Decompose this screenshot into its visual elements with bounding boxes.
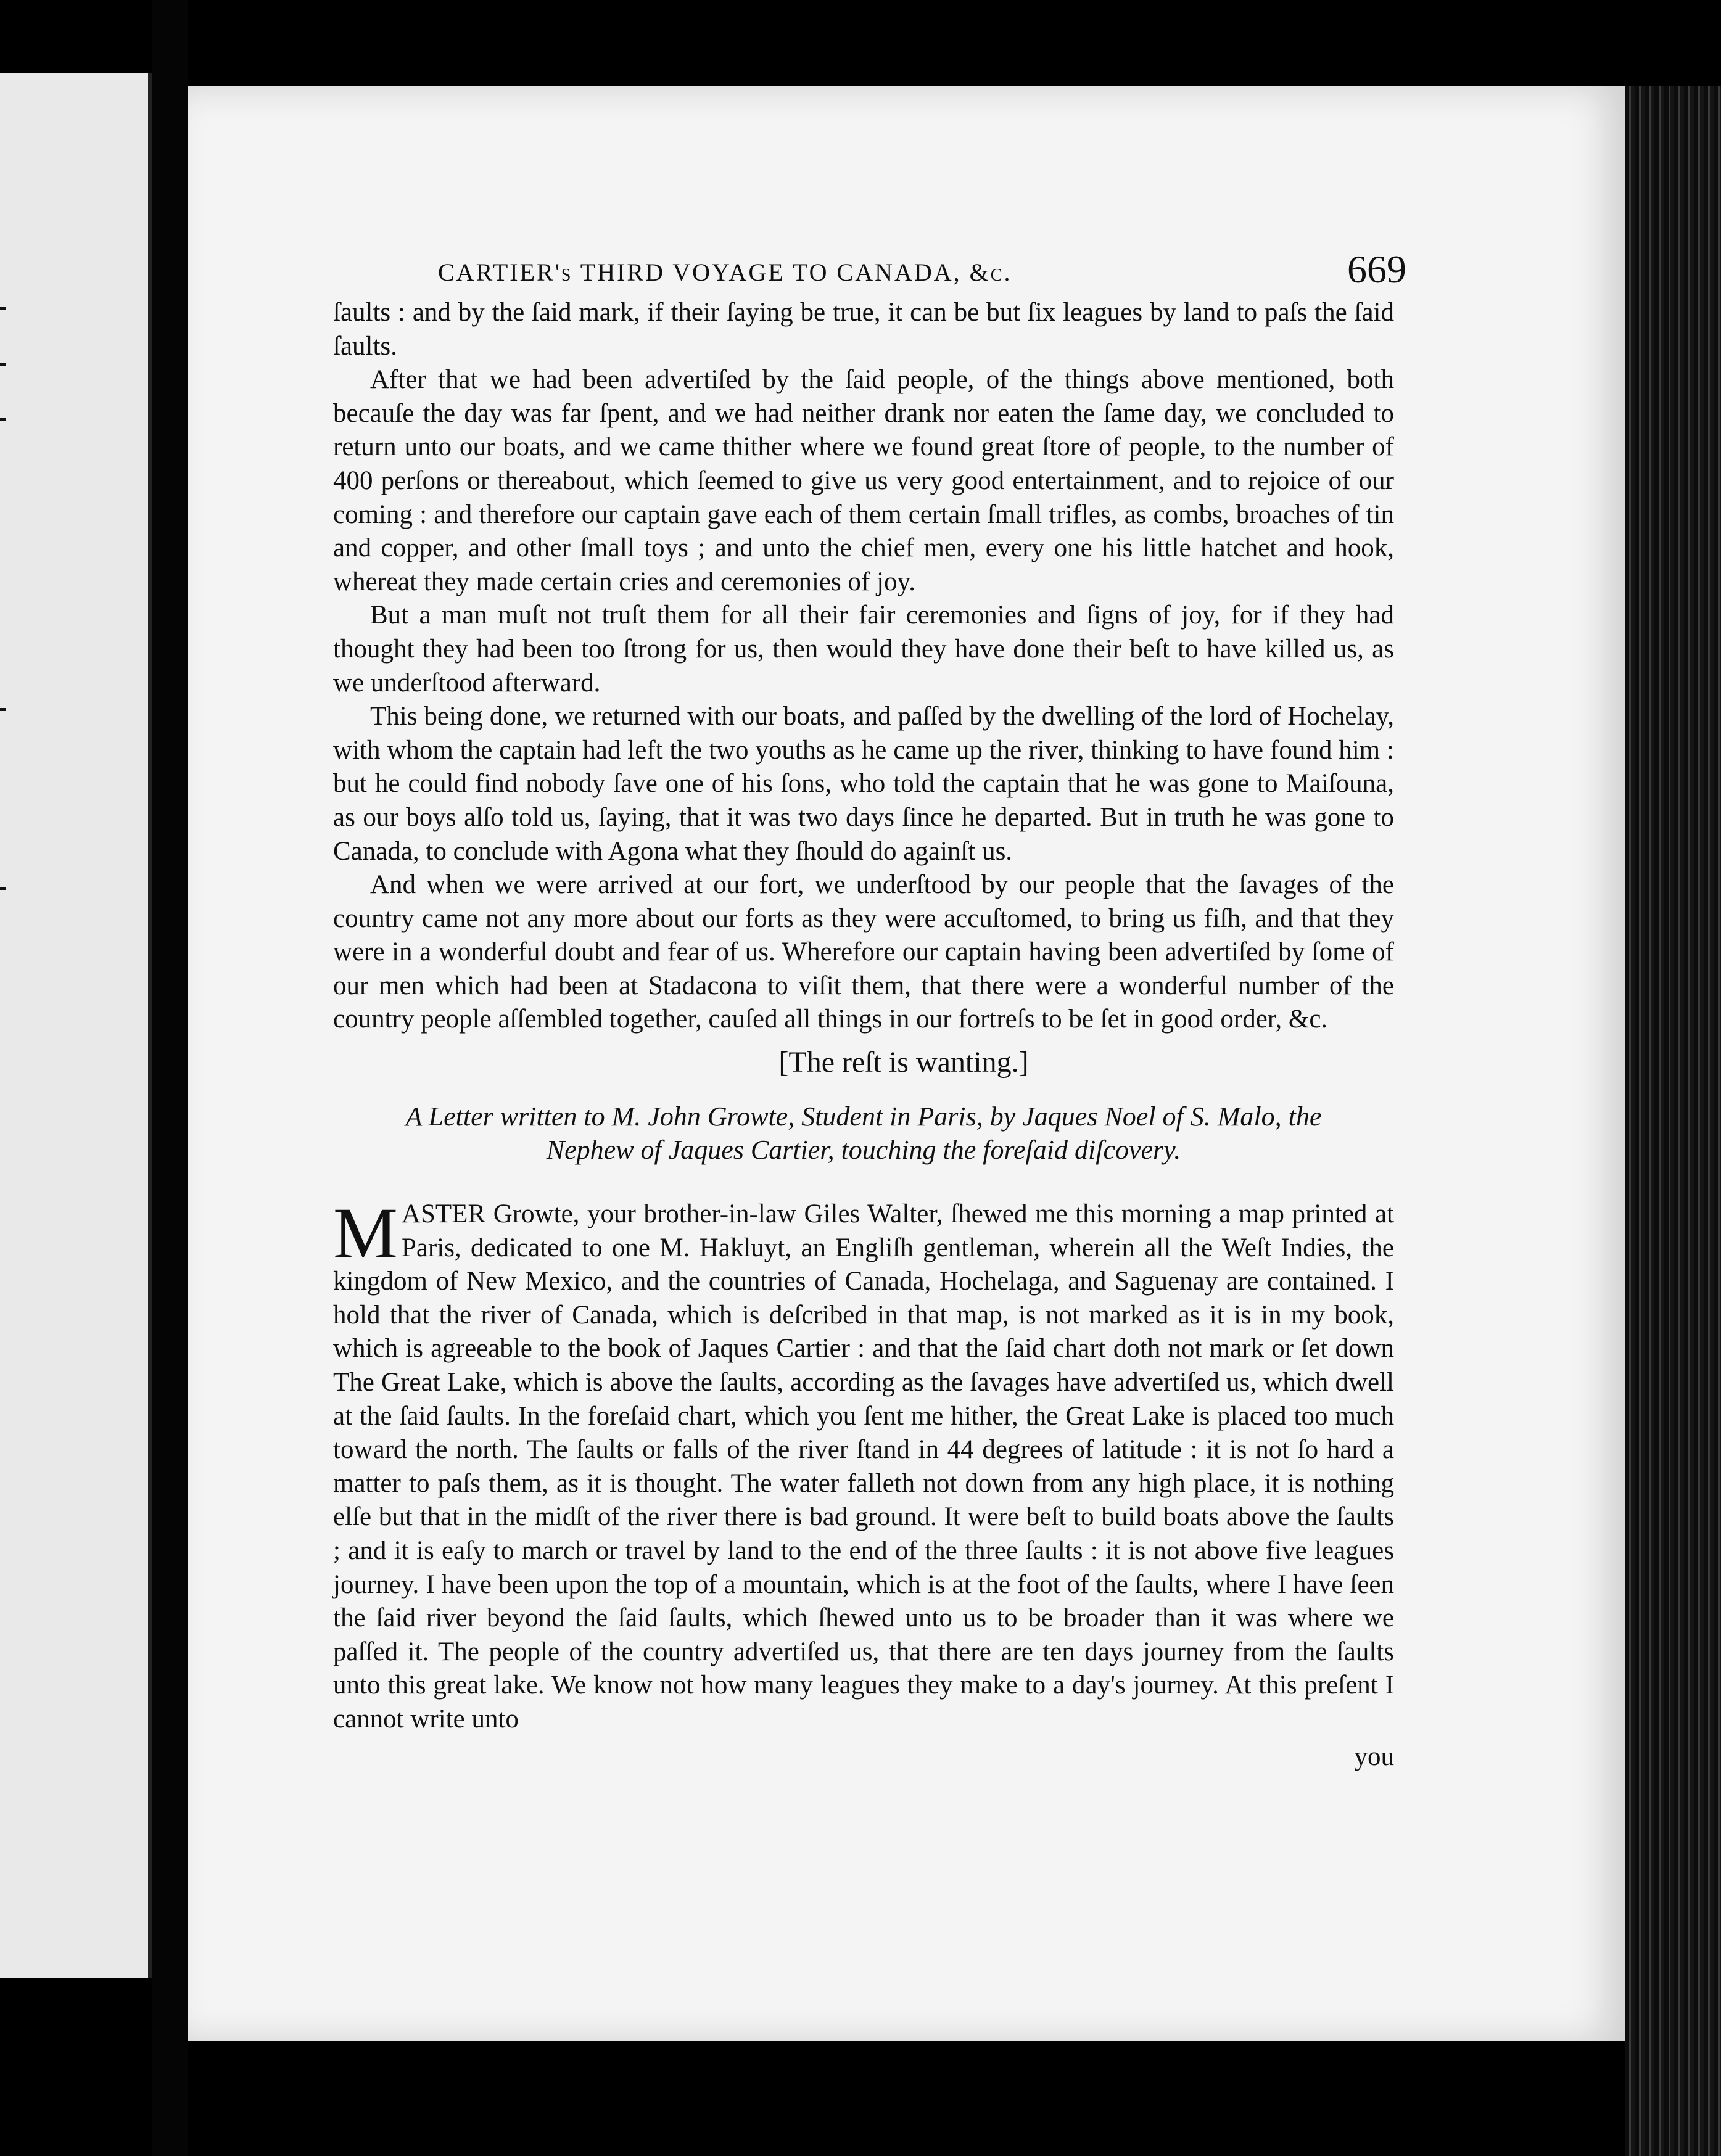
facing-page-mark [0,887,6,890]
letter-heading-line: Nephew of Jaques Cartier, touching the foreſaid diſcovery. [546,1135,1181,1166]
paragraph: ſaults : and by the ſaid mark, if their ſaying be true, it can be but ſix leagues by land to paſs the ſaid ſaults. [333,298,1394,361]
facing-page-mark [0,363,6,366]
paragraph: But a man muſt not truſt them for all their fair ceremonies and ſigns of joy, for if they had thought they had been too ſtrong for us, then would they have done their beſt to have killed us, as we underſtood afterward. [333,601,1394,697]
facing-page-mark [0,708,6,711]
wanting-note: [The reſt is wanting.] [778,1046,1029,1079]
letter-heading [333,1100,1394,1167]
facing-page-mark [0,418,6,421]
letter-paragraph [333,1193,1394,1737]
page-content [333,241,1406,1774]
drop-cap: M [333,1193,398,1274]
page-edges [1625,86,1721,2156]
facing-page-mark [0,307,6,310]
book-page [188,86,1625,2041]
paragraph: After that we had been advertiſed by the ſaid people, of the things above mentioned, both becauſe the day was far ſpent, and we had neither drank nor eaten the ſame day, we concluded to return unto our boats, and we came thither where we found great ſtore of people, to the number of 400 perſons or thereabout, which ſeemed to give us very good entertainment, and to rejoice of our coming : and therefore our captain gave each of them certain ſmall trifles, as combs, broaches of tin and copper, and other ſmall toys ; and unto the chief men, every one his little hatchet and hook, whereat they made certain cries and ceremonies of joy. [333,365,1394,596]
letter-body: ASTER Growte, your brother-in-law Giles Walter, ſhewed me this morning a map printed at Paris, dedicated to one M. Hakluyt, an Engliſh gentleman, wherein all the Weſt Indies, the kingdom of New Mexico, and the countries of Canada, Hochelaga, and Saguenay are contained. I hold that the river of Canada, which is deſcribed in that map, is not marked as it is in my book, which is agreeable to the book of Jaques Cartier : and that the ſaid chart doth not mark or ſet down The Great Lake, which is above the ſaults, according as the ſavages have advertiſed us, which dwell at the ſaid ſaults. In the foreſaid chart, which you ſent me hither, the Great Lake is placed too much toward the north. The ſaults or falls of the river ſtand in 44 degrees of latitude : it is not ſo hard a matter to paſs them, as it is thought. The water falleth not down from any high place, it is nothing elſe but that in the midſt of the river there is bad ground. It were beſt to build boats above the ſaults ; and it is eaſy to march or travel by land to the end of the three ſaults : it is not above five leagues journey. I have been upon the top of a mountain, which is at the foot of the ſaults, where I have ſeen the ſaid river beyond the ſaid ſaults, which ſhewed unto us to be broader than it was where we paſſed it. The people of the country advertiſed us, that there are ten days journey from the ſaults unto this great lake. We know not how many leagues they make to a day's journey. At this preſent I cannot write unto [333,1199,1394,1734]
letter-heading-line: A Letter written to M. John Growte, Student in Paris, by Jaques Noel of S. Malo, the [405,1101,1322,1132]
page-number: 669 [1347,247,1406,291]
running-title: CARTIER's THIRD VOYAGE TO CANADA, &c. [438,258,1012,286]
running-head [333,241,1406,296]
facing-page-edge [0,73,152,1978]
narrative-text [333,296,1394,1037]
paragraph: And when we were arrived at our fort, we underſtood by our people that the ſavages of the country came not any more about our forts as they were accuſtomed, to bring us fiſh, and that they were in a wonderful doubt and fear of us. Wherefore our captain having been advertiſed by ſome of our men which had been at Stadacona to viſit them, that there were a wonderful number of the country people aſſembled together, cauſed all things in our fortreſs to be ſet in good order, &c. [333,870,1394,1034]
book-gutter [152,0,188,2156]
letter-text [333,1193,1394,1737]
catchword: you [1354,1742,1394,1771]
paragraph: This being done, we returned with our boats, and paſſed by the dwelling of the lord of Hochelay, with whom the captain had left the two youths as he came up the river, thinking to have found him : but he could find nobody ſave one of his ſons, who told the captain that he was gone to Maiſouna, as our boys alſo told us, ſaying, that it was two days ſince he departed. But in truth he was gone to Canada, to conclude with Agona what they ſhould do againſt us. [333,702,1394,866]
